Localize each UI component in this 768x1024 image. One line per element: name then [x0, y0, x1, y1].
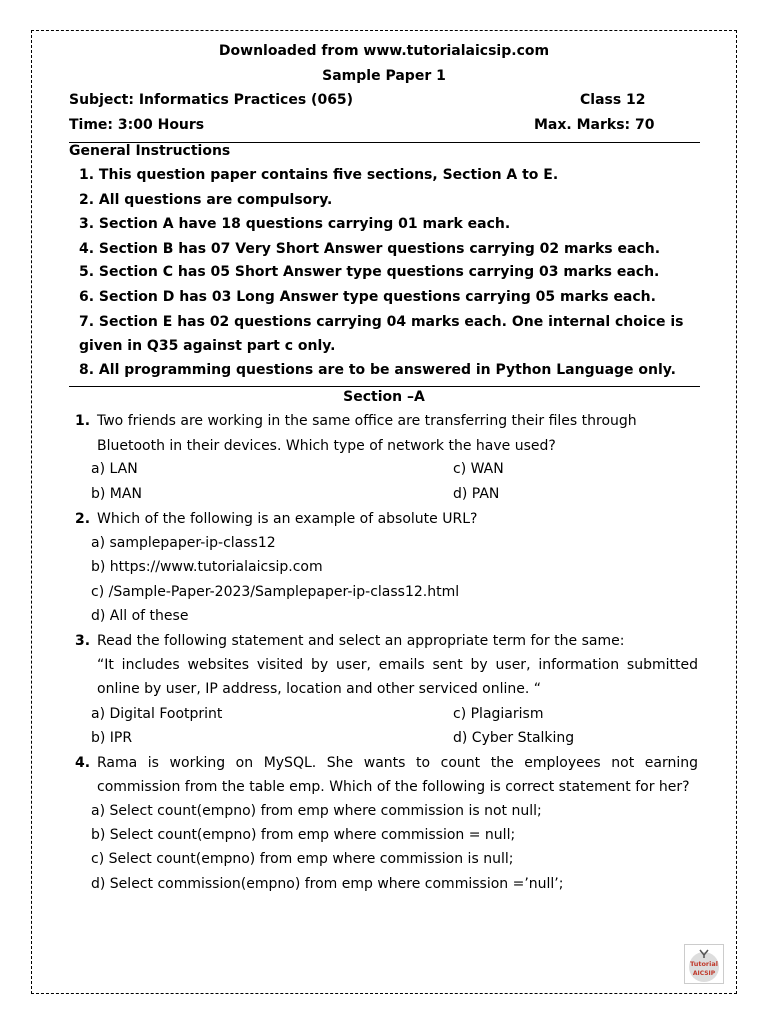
- option-c: c) /Sample-Paper-2023/Samplepaper-ip-class12.html: [91, 584, 460, 600]
- instruction-item: 1. This question paper contains five sections, Section A to E.: [79, 167, 559, 183]
- instruction-item: 3. Section A have 18 questions carrying 01 mark each.: [79, 216, 511, 232]
- logo-text-tutorial: Tutorial: [690, 960, 718, 968]
- instruction-item: 7. Section E has 02 questions carrying 04 marks each. One internal choice is: [79, 314, 684, 330]
- class: Class 12: [580, 92, 646, 108]
- option-d: d) PAN: [453, 486, 500, 502]
- logo-text-aicsip: AICSIP: [692, 970, 716, 977]
- question-text: Which of the following is an example of absolute URL?: [97, 511, 478, 527]
- downloaded-from: Downloaded from www.tutorialaicsip.com: [218, 43, 550, 59]
- question-quote: online by user, IP address, location and other serviced online. “: [97, 681, 542, 697]
- instruction-item: 5. Section C has 05 Short Answer type questions carrying 03 marks each.: [79, 264, 660, 280]
- tutorial-aicsip-logo: [684, 944, 724, 984]
- paper-title: Sample Paper 1: [322, 68, 446, 84]
- subject: Subject: Informatics Practices (065): [69, 92, 354, 108]
- instruction-item: 6. Section D has 03 Long Answer type questions carrying 05 marks each.: [79, 289, 656, 305]
- question-number: 1.: [75, 413, 91, 429]
- instructions-rule: [69, 386, 700, 387]
- option-b: b) IPR: [91, 730, 133, 746]
- instruction-item: 4. Section B has 07 Very Short Answer questions carrying 02 marks each.: [79, 241, 661, 257]
- option-a: a) Select count(empno) from emp where commission is not null;: [91, 803, 542, 819]
- option-c: c) Plagiarism: [453, 706, 544, 722]
- question-text: Two friends are working in the same office are transferring their files through: [97, 413, 637, 429]
- section-title: Section –A: [343, 389, 425, 405]
- question-text: Bluetooth in their devices. Which type of network the have used?: [97, 438, 556, 454]
- question-number: 3.: [75, 633, 91, 649]
- instructions-title: General Instructions: [69, 143, 231, 159]
- option-a: a) LAN: [91, 461, 138, 477]
- option-c: c) WAN: [453, 461, 504, 477]
- time: Time: 3:00 Hours: [69, 117, 205, 133]
- option-b: b) https://www.tutorialaicsip.com: [91, 559, 323, 575]
- question-quote: “It includes websites visited by user, emails sent by user, information submitted: [97, 657, 698, 673]
- option-b: b) MAN: [91, 486, 142, 502]
- max-marks: Max. Marks: 70: [534, 117, 655, 133]
- instruction-item: 2. All questions are compulsory.: [79, 192, 333, 208]
- option-d: d) Select commission(empno) from emp where commission =’null’;: [91, 876, 564, 892]
- option-a: a) Digital Footprint: [91, 706, 223, 722]
- instruction-item: 8. All programming questions are to be answered in Python Language only.: [79, 362, 676, 378]
- question-number: 4.: [75, 755, 91, 771]
- option-b: b) Select count(empno) from emp where commission = null;: [91, 827, 516, 843]
- instruction-item: given in Q35 against part c only.: [79, 338, 336, 354]
- question-number: 2.: [75, 511, 91, 527]
- option-d: d) All of these: [91, 608, 189, 624]
- option-c: c) Select count(empno) from emp where commission is null;: [91, 851, 514, 867]
- question-text: Rama is working on MySQL. She wants to count the employees not earning: [97, 755, 698, 771]
- option-d: d) Cyber Stalking: [453, 730, 575, 746]
- question-text: Read the following statement and select an appropriate term for the same:: [97, 633, 625, 649]
- option-a: a) samplepaper-ip-class12: [91, 535, 276, 551]
- question-text: commission from the table emp. Which of the following is correct statement for her?: [97, 779, 690, 795]
